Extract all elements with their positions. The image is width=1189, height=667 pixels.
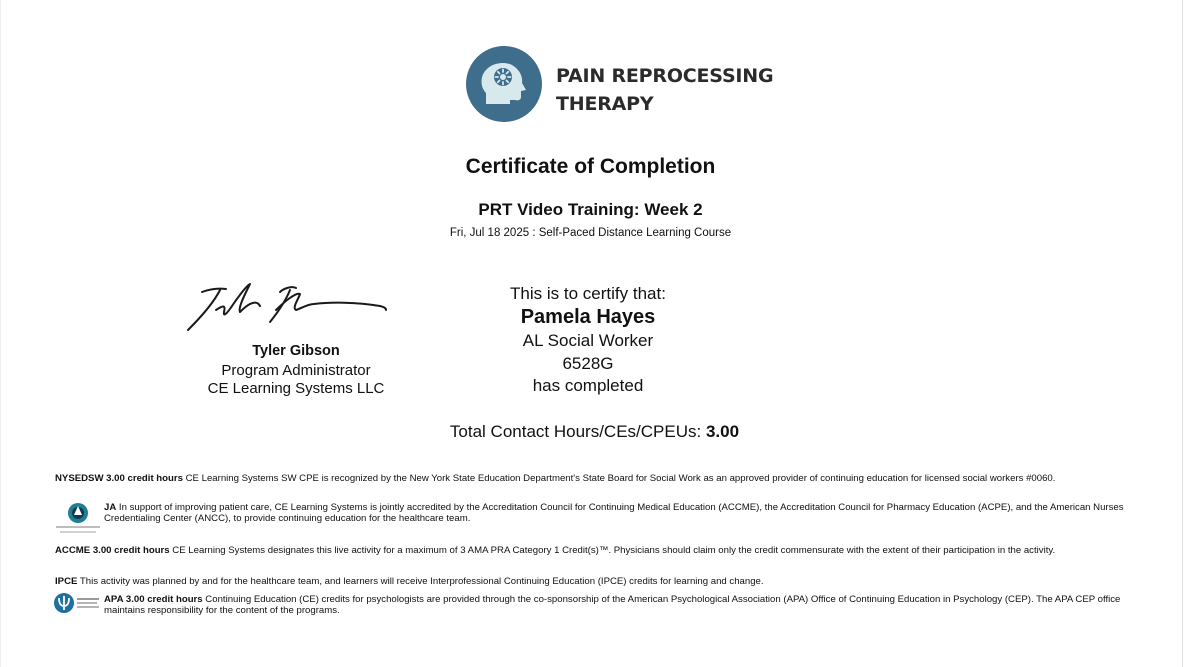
head-brain-icon	[466, 46, 542, 122]
handwritten-signature	[180, 280, 400, 340]
brand-name	[556, 62, 773, 118]
ja-lead: JA	[104, 502, 117, 513]
nysedsw-text: CE Learning Systems SW CPE is recognized by the New York State Education Department's State Board for Social Work as an approved provider of continuing education for licensed social workers #0060.	[182, 473, 1056, 484]
total-hours-value: 3.00	[705, 422, 740, 441]
course-dateline: Fri, Jul 18 2025 : Self-Paced Distance Learning Course	[449, 227, 732, 239]
signer-role: Program Administrator	[221, 362, 371, 379]
page-edge-right	[1182, 0, 1183, 667]
nysedsw-lead: NYSEDSW 3.00 credit hours	[55, 473, 183, 484]
completion-statement: has completed	[532, 376, 644, 395]
apa-text: Continuing Education (CE) credits for psychologists are provided through the co-sponsorship of the American Psychological Association (APA) Office of Continuing Education in Psychology (CEP). The APA CEP office maintains responsibility for the content of the programs.	[104, 594, 1121, 616]
course-title: PRT Video Training: Week 2	[478, 200, 703, 219]
accreditation-ipce	[55, 576, 1135, 587]
apa-lead: APA 3.00 credit hours	[104, 594, 203, 605]
accme-text: CE Learning Systems designates this live activity for a maximum of 3 AMA PRA Category 1 Credit(s)™. Physicians should claim only the credit commensurate with the extent of their participation in the activity.	[169, 545, 1056, 556]
joint-accreditation-logo	[54, 502, 102, 536]
accreditation-accme	[55, 545, 1135, 556]
apa-psi-logo	[54, 592, 102, 614]
total-hours-label: Total Contact Hours/CEs/CPEUs:	[449, 422, 702, 441]
brand-line-1: PAIN REPROCESSING	[556, 65, 774, 87]
page-edge-left	[0, 0, 1, 667]
ipce-text: This activity was planned by and for the healthcare team, and learners will receive Interprofessional Continuing Education (IPCE) credits for learning and change.	[77, 576, 764, 587]
recipient-license: 6528G	[562, 354, 614, 373]
accreditation-nysedsw	[55, 473, 1135, 484]
recipient-profession: AL Social Worker	[522, 331, 654, 350]
signer-name: Tyler Gibson	[252, 343, 340, 359]
recipient-name: Pamela Hayes	[520, 306, 656, 328]
total-hours	[0, 422, 1189, 442]
accreditation-ja	[104, 502, 1134, 524]
certify-intro: This is to certify that:	[510, 284, 666, 303]
ipce-lead: IPCE	[55, 576, 78, 587]
ja-text: In support of improving patient care, CE Learning Systems is jointly accredited by the Accreditation Council for Continuing Medical Education (ACCME), the Accreditation Council for Pharmacy Education (ACPE), and the American Nurses Credentialing Center (ANCC), to provide continuing education for the healthcare team.	[104, 502, 1124, 524]
accreditation-apa	[104, 594, 1134, 616]
signer-org: CE Learning Systems LLC	[207, 380, 385, 397]
accme-lead: ACCME 3.00 credit hours	[55, 545, 170, 556]
brand-line-2: THERAPY	[556, 93, 654, 115]
certificate-title: Certificate of Completion	[465, 155, 716, 178]
